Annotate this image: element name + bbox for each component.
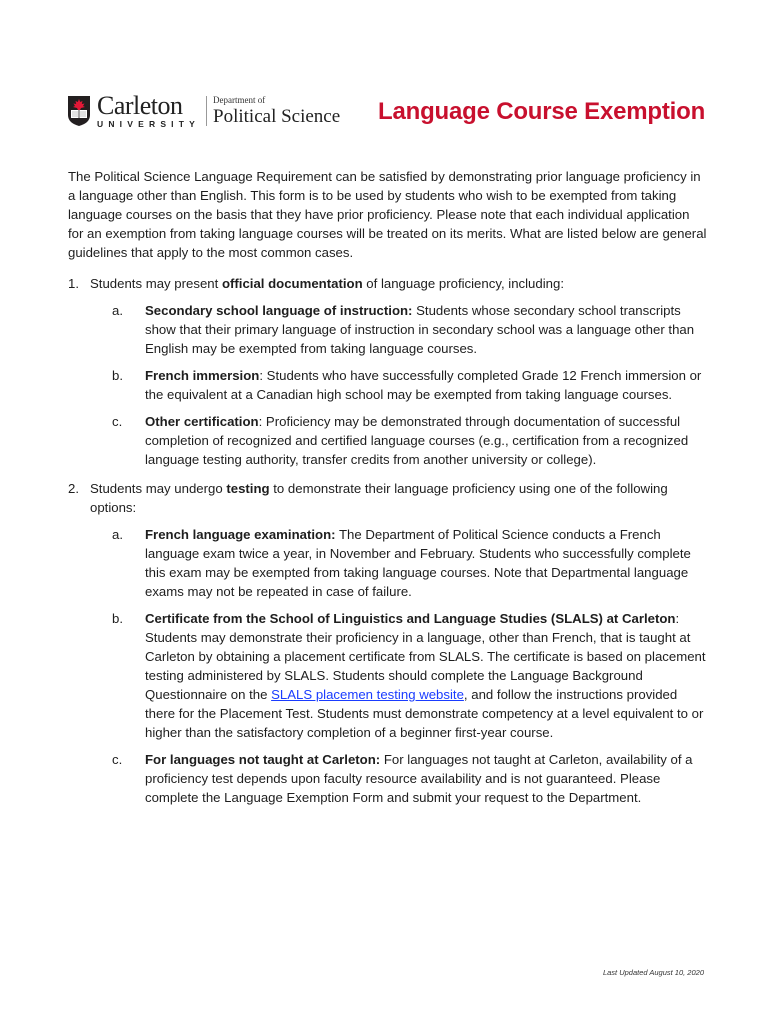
list-item bbox=[90, 412, 708, 469]
item-text: The Department of Political Science conducts a French language exam twice a year, in November and February. Students who successfully complete this exam may be exempted from taking language courses. Note that Departmental language exams may not be repeated in case of failure. bbox=[145, 527, 691, 599]
university-subname: UNIVERSITY bbox=[97, 119, 201, 130]
university-name: Carleton bbox=[97, 91, 183, 121]
section-lead-text: Students may undergo bbox=[90, 481, 227, 496]
intro-paragraph: The Political Science Language Requirement can be satisfied by demonstrating prior language proficiency in a language other than English. This form is to be used by students who wish to be exempted from taking language courses on the basis that they have prior proficiency. Please note that each individual application for an exemption from taking language courses will be treated on its merits. What are listed below are general guidelines that apply to the most common cases. bbox=[68, 169, 707, 260]
logo-divider bbox=[206, 96, 207, 126]
item-heading: Other certification bbox=[145, 414, 259, 429]
department-prefix: Department of bbox=[213, 95, 266, 105]
item-heading: Secondary school language of instruction: bbox=[145, 303, 413, 318]
item-heading: French immersion bbox=[145, 368, 260, 383]
sub-list bbox=[90, 301, 708, 469]
section-official-documentation bbox=[68, 274, 708, 469]
section-number: 2. bbox=[68, 481, 79, 496]
list-item bbox=[90, 750, 708, 807]
section-lead-text: to demonstrate their language proficiency using one of the following options: bbox=[90, 481, 668, 515]
section-number: 1. bbox=[68, 276, 79, 291]
requirement-list bbox=[68, 274, 708, 807]
item-text: : Proficiency may be demonstrated through documentation of successful completion of recognized and certified language courses (e.g., certification from a recognized language testing authority, transfer credits from another university or college). bbox=[145, 414, 689, 467]
item-heading: Certificate from the School of Linguistics and Language Studies (SLALS) at Carleton bbox=[145, 611, 676, 626]
item-letter: c. bbox=[112, 752, 123, 767]
section-lead-text: Students may present bbox=[90, 276, 222, 291]
section-lead-bold: testing bbox=[226, 481, 270, 496]
item-letter: b. bbox=[112, 368, 123, 383]
section-testing bbox=[68, 479, 708, 807]
document-body bbox=[68, 167, 708, 817]
item-letter: a. bbox=[112, 303, 123, 318]
carleton-crest-icon bbox=[67, 95, 91, 127]
section-lead-text: of language proficiency, including: bbox=[362, 276, 564, 291]
page-title: Language Course Exemption bbox=[378, 98, 706, 125]
department-name: Political Science bbox=[213, 106, 341, 127]
list-item bbox=[90, 366, 708, 404]
item-text: , and follow the instructions provided there for the Placement Test. Students must demonstrate competency at a level equivalent to or higher than the satisfactory completion of a beginner first-year course. bbox=[145, 687, 704, 740]
carleton-logo bbox=[67, 93, 340, 129]
item-letter: b. bbox=[112, 611, 123, 626]
sub-list bbox=[90, 525, 708, 807]
item-text: Students whose secondary school transcripts show that their primary language of instruction in secondary school was a language other than English may be exempted from taking language courses. bbox=[145, 303, 695, 356]
university-wordmark bbox=[97, 93, 200, 129]
list-item bbox=[90, 609, 708, 742]
department-label bbox=[213, 96, 340, 126]
slals-placement-testing-link[interactable]: SLALS placemen testing website bbox=[271, 687, 464, 702]
item-letter: c. bbox=[112, 414, 123, 429]
list-item bbox=[90, 525, 708, 601]
item-heading: French language examination: bbox=[145, 527, 336, 542]
last-updated-footer: Last Updated August 10, 2020 bbox=[602, 968, 704, 977]
item-heading: For languages not taught at Carleton: bbox=[145, 752, 381, 767]
item-text: For languages not taught at Carleton, availability of a proficiency test depends upon faculty resource availability and is not guaranteed. Please complete the Language Exemption Form and submit your request to the Department. bbox=[145, 752, 693, 805]
list-item bbox=[90, 301, 708, 358]
item-letter: a. bbox=[112, 527, 123, 542]
section-lead-bold: official documentation bbox=[221, 276, 363, 291]
item-text: : Students may demonstrate their proficiency in a language, other than French, that is taught at Carleton by obtaining a placement certificate from SLALS. The certificate is based on placement testing administered by SLALS. Students should complete the Language Background Questionnaire on the bbox=[145, 611, 706, 702]
item-text: : Students who have successfully completed Grade 12 French immersion or the equivalent at a Canadian high school may be exempted from taking language courses. bbox=[145, 368, 702, 402]
